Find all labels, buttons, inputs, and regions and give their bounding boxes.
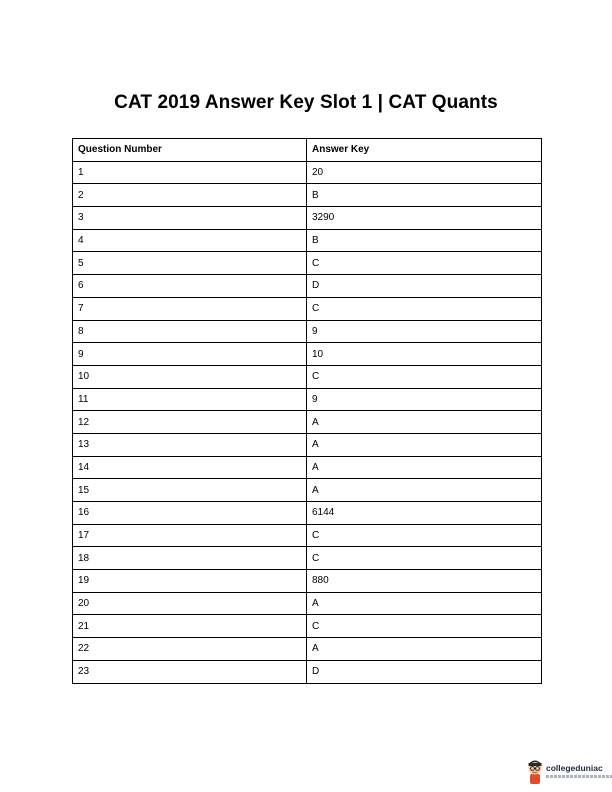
table-row bbox=[73, 388, 542, 411]
header-question-number: Question Number bbox=[73, 139, 307, 162]
question-number-cell: 20 bbox=[73, 592, 307, 615]
answer-key-cell: 9 bbox=[307, 320, 542, 343]
question-number-cell: 14 bbox=[73, 456, 307, 479]
table-row bbox=[73, 252, 542, 275]
question-number-cell: 13 bbox=[73, 433, 307, 456]
answer-key-cell: A bbox=[307, 433, 542, 456]
question-number-cell: 22 bbox=[73, 638, 307, 661]
answer-key-cell: C bbox=[307, 365, 542, 388]
answer-key-cell: A bbox=[307, 638, 542, 661]
answer-key-cell: A bbox=[307, 479, 542, 502]
table-row bbox=[73, 275, 542, 298]
table-row bbox=[73, 615, 542, 638]
brand-tagline-mark bbox=[546, 775, 612, 778]
question-number-cell: 8 bbox=[73, 320, 307, 343]
answer-key-cell: 3290 bbox=[307, 207, 542, 230]
table-body bbox=[73, 161, 542, 683]
question-number-cell: 2 bbox=[73, 184, 307, 207]
answer-key-cell: 10 bbox=[307, 343, 542, 366]
table-row bbox=[73, 343, 542, 366]
table-row bbox=[73, 320, 542, 343]
table-row bbox=[73, 547, 542, 570]
question-number-cell: 9 bbox=[73, 343, 307, 366]
answer-key-cell: C bbox=[307, 615, 542, 638]
table-row bbox=[73, 502, 542, 525]
table-row bbox=[73, 365, 542, 388]
question-number-cell: 11 bbox=[73, 388, 307, 411]
answer-key-cell: 880 bbox=[307, 570, 542, 593]
answer-key-cell: C bbox=[307, 252, 542, 275]
table-row bbox=[73, 229, 542, 252]
table-row bbox=[73, 524, 542, 547]
question-number-cell: 19 bbox=[73, 570, 307, 593]
collegedunia-logo bbox=[524, 756, 612, 786]
answer-key-cell: C bbox=[307, 524, 542, 547]
table-row bbox=[73, 184, 542, 207]
question-number-cell: 10 bbox=[73, 365, 307, 388]
table-row bbox=[73, 660, 542, 683]
question-number-cell: 1 bbox=[73, 161, 307, 184]
answer-key-cell: A bbox=[307, 411, 542, 434]
table-row bbox=[73, 297, 542, 320]
header-answer-key: Answer Key bbox=[307, 139, 542, 162]
question-number-cell: 12 bbox=[73, 411, 307, 434]
answer-key-cell: D bbox=[307, 275, 542, 298]
page-title: CAT 2019 Answer Key Slot 1 | CAT Quants bbox=[114, 92, 498, 113]
question-number-cell: 15 bbox=[73, 479, 307, 502]
answer-key-cell: C bbox=[307, 297, 542, 320]
answer-key-cell: A bbox=[307, 456, 542, 479]
student-mascot-icon bbox=[524, 756, 546, 786]
question-number-cell: 7 bbox=[73, 297, 307, 320]
question-number-cell: 4 bbox=[73, 229, 307, 252]
question-number-cell: 18 bbox=[73, 547, 307, 570]
question-number-cell: 6 bbox=[73, 275, 307, 298]
answer-key-cell: 6144 bbox=[307, 502, 542, 525]
answer-key-cell: A bbox=[307, 592, 542, 615]
table-row bbox=[73, 411, 542, 434]
answer-key-table bbox=[72, 138, 542, 684]
answer-key-cell: B bbox=[307, 184, 542, 207]
table-row bbox=[73, 592, 542, 615]
table-row bbox=[73, 479, 542, 502]
question-number-cell: 21 bbox=[73, 615, 307, 638]
question-number-cell: 23 bbox=[73, 660, 307, 683]
table-row bbox=[73, 456, 542, 479]
table-row bbox=[73, 570, 542, 593]
brand-name: collegeduniac bbox=[546, 763, 603, 773]
table-row bbox=[73, 207, 542, 230]
table-row bbox=[73, 638, 542, 661]
table-header-row bbox=[73, 139, 542, 162]
table-row bbox=[73, 161, 542, 184]
answer-key-cell: B bbox=[307, 229, 542, 252]
table-row bbox=[73, 433, 542, 456]
question-number-cell: 16 bbox=[73, 502, 307, 525]
answer-key-cell: D bbox=[307, 660, 542, 683]
question-number-cell: 17 bbox=[73, 524, 307, 547]
question-number-cell: 3 bbox=[73, 207, 307, 230]
answer-key-cell: C bbox=[307, 547, 542, 570]
answer-key-cell: 9 bbox=[307, 388, 542, 411]
question-number-cell: 5 bbox=[73, 252, 307, 275]
answer-key-cell: 20 bbox=[307, 161, 542, 184]
